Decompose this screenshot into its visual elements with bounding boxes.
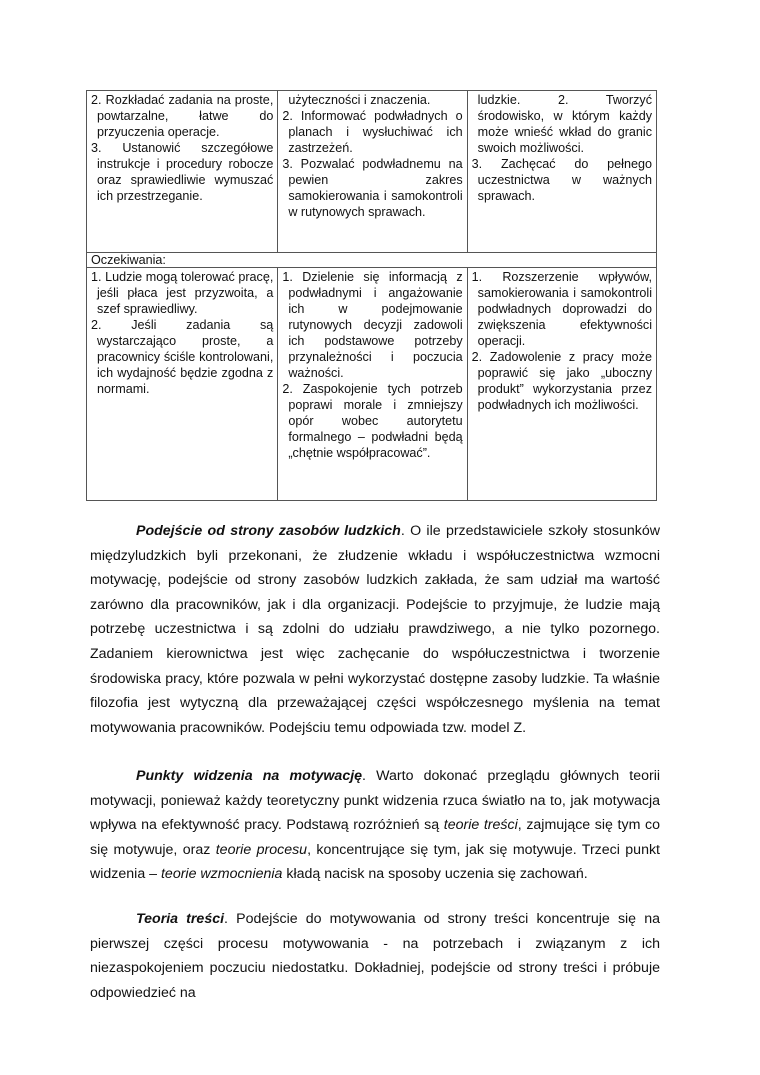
- table-cell: [467, 268, 656, 501]
- list: [91, 92, 273, 204]
- section-header: Oczekiwania:: [87, 253, 657, 268]
- table-section-header-row: [87, 253, 657, 268]
- table-cell: [278, 268, 467, 501]
- paragraph-heading: Podejście od strony zasobów ludzkich: [136, 523, 401, 539]
- table-cell: [87, 268, 278, 501]
- paragraph-text: kładą nacisk na sposoby uczenia się zachowań.: [282, 866, 588, 883]
- table-cell: [467, 91, 656, 253]
- paragraph: [90, 519, 660, 740]
- list-item: 2. Informować podwładnych o planach i wysłuchiwać ich zastrzeżeń.: [282, 109, 463, 155]
- list-item: 2. Jeśli zadania są wystarczająco proste, a pracownicy ściśle kontrolowani, ich wydajność będzie zgodna z normami.: [91, 318, 274, 396]
- table-row-actions: [87, 91, 657, 253]
- paragraph-text: . Podejście do motywowania od strony treści koncentruje się na pierwszej części procesu motywowania - na potrzebach i związanym z ich niezaspokojeniem poczuciu niedostatku. Dokładniej, podejście od strony treści i próbuje odpowiedzieć na: [90, 911, 660, 1001]
- paragraph-heading: Punkty widzenia na motywację: [136, 768, 363, 784]
- list: [472, 269, 652, 413]
- list: [91, 269, 273, 397]
- paragraph-text: , zajmujące się tym co się motywuje, oraz: [90, 817, 660, 858]
- paragraph-text: . Warto dokonać przeglądu głównych teorii motywacji, ponieważ każdy teoretyczny punkt widzenia rzuca światło na to, jak motywacja wpływa na efektywność pracy. Podstawą rozróżnień są: [90, 768, 661, 834]
- management-models-table: [86, 90, 657, 501]
- paragraph-heading: Teoria treści: [136, 911, 225, 927]
- paragraph-motivation-views: [90, 764, 660, 887]
- italic-term: teorie procesu: [215, 841, 308, 858]
- list-item: 2. Rozkładać zadania na proste, powtarzalne, łatwe do przyuczenia operacje.: [91, 93, 274, 139]
- table-cell: [278, 91, 467, 253]
- table-cell: [87, 91, 278, 253]
- list-item: 2. Zadowolenie z pracy może poprawić się jako „uboczny produkt” wykorzystania przez podwładnych ich możliwości.: [471, 350, 652, 412]
- continued-text: użyteczności i znaczenia.: [288, 93, 431, 107]
- list-item: 1. Dzielenie się informacją z podwładnymi i angażowanie ich w podejmowanie rutynowych decyzji zadowoli ich podstawowe potrzeby przynależności i poczucia ważności.: [282, 270, 463, 380]
- list-item: 1. Ludzie mogą tolerować pracę, jeśli płaca jest przyzwoita, a szef sprawiedliwy.: [91, 270, 274, 316]
- list: [472, 156, 652, 204]
- paragraph: [90, 907, 660, 1005]
- continued-text: ludzkie. 2. Tworzyć środowisko, w którym każdy może wnieść wkład do granic swoich możliwości.: [477, 93, 652, 155]
- list: [282, 269, 462, 461]
- italic-term: teorie wzmocnienia: [160, 866, 283, 883]
- paragraph: [90, 764, 660, 887]
- list-item: 2. Zaspokojenie tych potrzeb poprawi morale i zmniejszy opór wobec autorytetu formalnego – podwładni będą „chętnie współpracować”.: [282, 382, 463, 460]
- list-item: 3. Zachęcać do pełnego uczestnictwa w ważnych sprawach.: [471, 157, 652, 203]
- paragraph-content-theory: [90, 907, 660, 1005]
- table-row-expectations: [87, 268, 657, 501]
- italic-term: teorie treści: [443, 817, 518, 834]
- list-item: 1. Rozszerzenie wpływów, samokierowania i samokontroli podwładnych doprowadzi do zwiększenia efektywności operacji.: [471, 270, 652, 348]
- list-item: 3. Ustanowić szczegółowe instrukcje i procedury robocze oraz sprawiedliwie wymuszać ich przestrzeganie.: [91, 141, 274, 203]
- paragraph-human-resources: [90, 519, 660, 740]
- list-item: 3. Pozwalać podwładnemu na pewien zakres samokierowania i samokontroli w rutynowych sprawach.: [282, 157, 463, 219]
- list: [282, 108, 462, 220]
- paragraph-text: , koncentrujące się tym, jak się motywuje. Trzeci punkt widzenia –: [90, 841, 660, 883]
- paragraph-text: . O ile przedstawiciele szkoły stosunków międzyludzkich byli przekonani, że złudzenie wkładu i współuczestnictwa wzmocni motywację, podejście od strony zasobów ludzkich zakłada, że sam udział ma wartość zarówno dla pracowników, jak i dla organizacji. Podejście to przyjmuje, że ludzie mają potrzebę uczestnictwa i są zdolni do udziału prawdziwego, a nie tylko pozornego. Zadaniem kierownictwa jest więc zachęcanie do współuczestnictwa i tworzenie środowiska pracy, które pozwala w pełni wykorzystać dostępne zasoby ludzkie. Ta właśnie filozofia jest wytyczną dla przeważającej części współczesnego myślenia na temat motywowania pracowników. Podejściu temu odpowiada tzw. model Z.: [90, 523, 660, 736]
